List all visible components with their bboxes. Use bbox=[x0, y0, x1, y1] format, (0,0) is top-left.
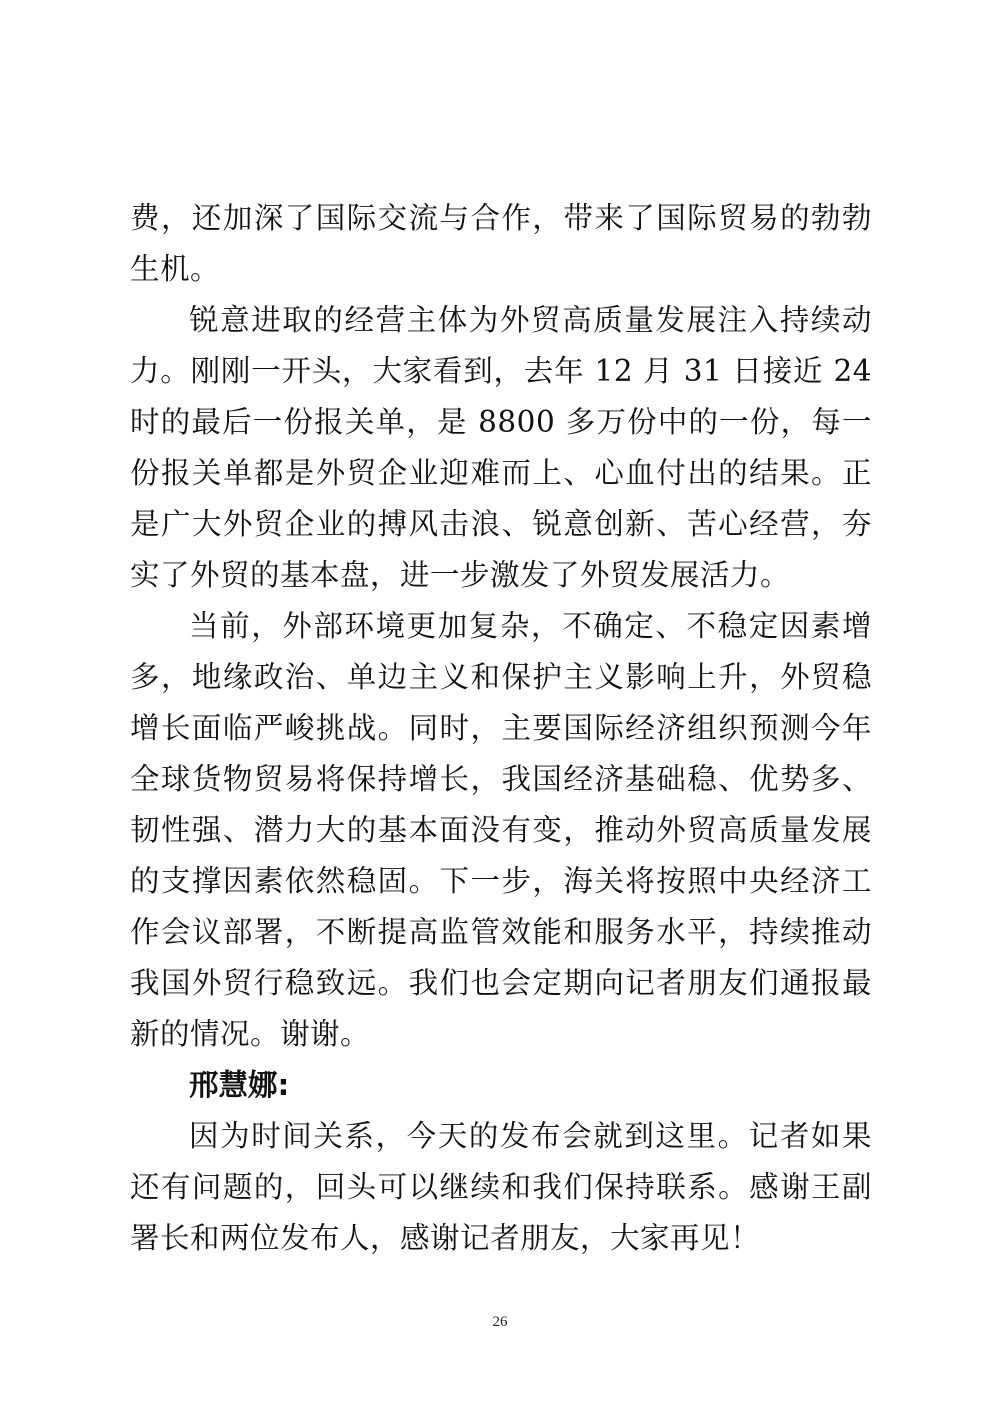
paragraph-external-environment: 当前，外部环境更加复杂，不确定、不稳定因素增多，地缘政治、单边主义和保护主义影响上升，外贸稳增长面临严峻挑战。同时，主要国际经济组织预测今年全球货物贸易将保持增长，我国经济基础稳、优势多、韧性强、潜力大的基本面没有变，推动外贸高质量发展的支撑因素依然稳固。下一步，海关将按照中央经济工作会议部署，不断提高监管效能和服务水平，持续推动我国外贸行稳致远。我们也会定期向记者朋友们通报最新的情况。谢谢。 bbox=[130, 609, 872, 1051]
page-number: 26 bbox=[492, 1314, 508, 1330]
paragraph-business-entities: 锐意进取的经营主体为外贸高质量发展注入持续动力。刚刚一开头，大家看到，去年 12 月 31 日接近 24 时的最后一份报关单，是 8800 多万份中的一份，每一份报关单都是外贸企业迎难而上、心血付出的结果。正是广大外贸企业的搏风击浪、锐意创新、苦心经营，夯实了外贸的基本盘，进一步激发了外贸发展活力。 bbox=[130, 303, 872, 592]
body-text bbox=[130, 193, 872, 1264]
paragraph-closing-remarks: 因为时间关系，今天的发布会就到这里。记者如果还有问题的，回头可以继续和我们保持联系。感谢王副署长和两位发布人，感谢记者朋友，大家再见！ bbox=[130, 1119, 872, 1255]
speaker-name: 邢慧娜: bbox=[189, 1068, 290, 1102]
paragraph-continuation: 费，还加深了国际交流与合作，带来了国际贸易的勃勃生机。 bbox=[130, 201, 872, 286]
